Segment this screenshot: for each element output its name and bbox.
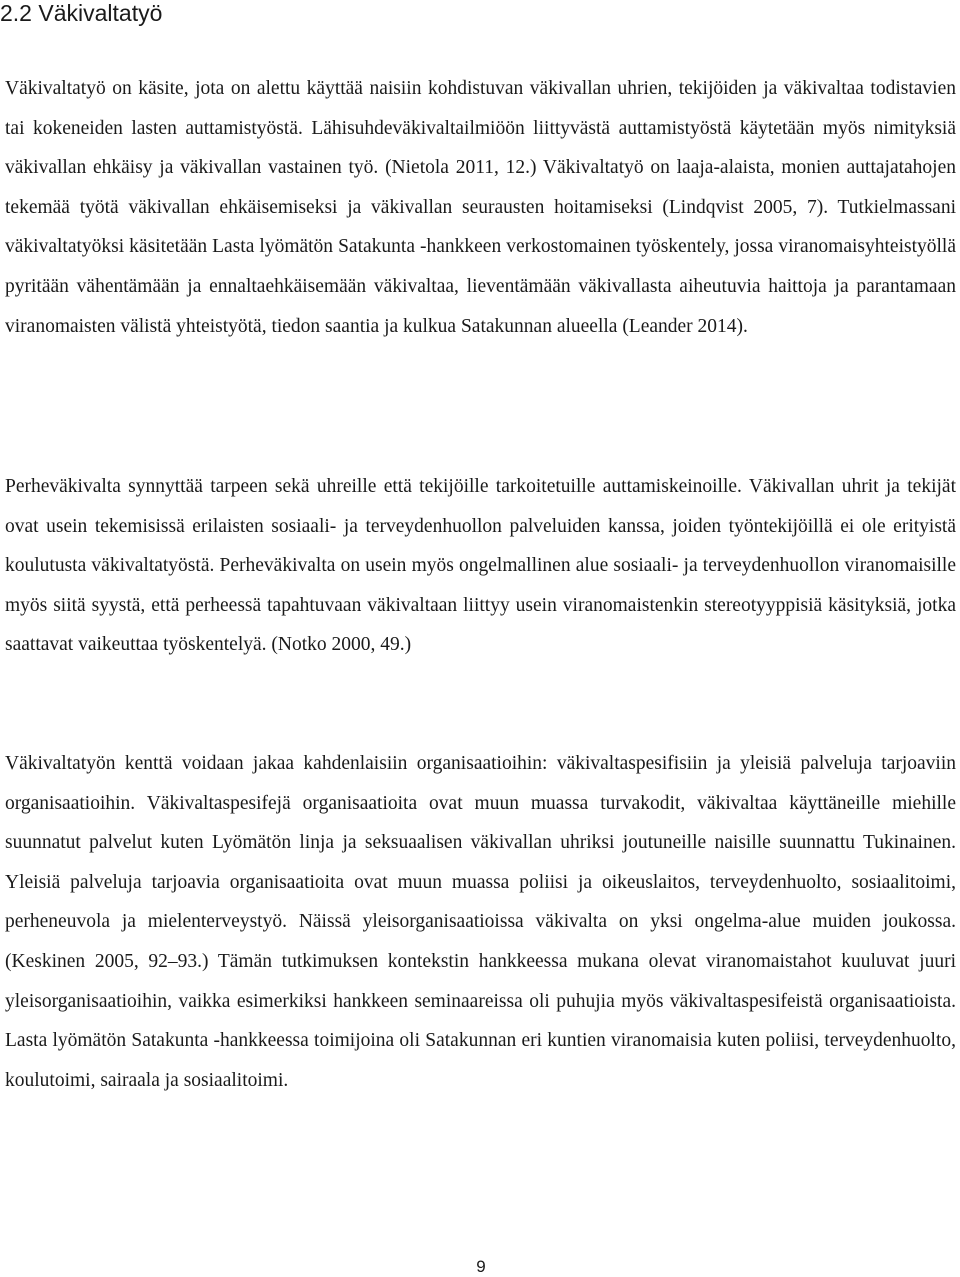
paragraph-2: Perheväkivalta synnyttää tarpeen sekä uhreille että tekijöille tarkoitetuille auttamiskeinoille. Väkivallan uhrit ja tekijät ovat usein tekemisissä erilaisten sosiaali- ja terveydenhuollon palveluiden kanssa, joiden työntekijöillä ei ole erityistä koulutusta väkivaltatyöstä. Perheväkivalta on usein myös ongelmallinen alue sosiaali- ja terveydenhuollon viranomaisille myös siitä syystä, että perheessä tapahtuvaan väkivaltaan liittyy usein viranomaistenkin stereotyyppisiä käsityksiä, jotka saattavat vaikeuttaa työskentelyä. (Notko 2000, 49.)	[5, 476, 956, 656]
paragraph-1: Väkivaltatyö on käsite, jota on alettu käyttää naisiin kohdistuvan väkivallan uhrien, tekijöiden ja väkivaltaa todistavien tai kokeneiden lasten auttamistyöstä. Lähisuhdeväkivaltailmiöön liittyvästä auttamistyöstä käytetään myös nimityksiä väkivallan ehkäisy ja väkivallan vastainen työ. (Nietola 2011, 12.) Väkivaltatyö on laaja-alaista, monien auttajatahojen tekemää työtä väkivallan ehkäisemiseksi ja väkivallan seurausten hoitamiseksi (Lindqvist 2005, 7). Tutkielmassani väkivaltatyöksi käsitetään Lasta lyömätön Satakunta -hankkeen verkostomainen työskentely, jossa viranomaisyhteistyöllä pyritään vähentämään ja ennaltaehkäisemään väkivaltaa, lieventämään väkivallasta aiheutuvia haittoja ja parantamaan viranomaisten välistä yhteistyötä, tiedon saantia ja kulkua Satakunnan alueella (Leander 2014).	[5, 78, 956, 337]
paragraph-3: Väkivaltatyön kenttä voidaan jakaa kahdenlaisiin organisaatioihin: väkivaltaspesifisiin ja yleisiä palveluja tarjoaviin organisaatioihin. Väkivaltaspesifejä organisaatioita ovat muun muassa turvakodit, väkivaltaa käyttäneille miehille suunnatut palvelut kuten Lyömätön linja ja seksuaalisen väkivallan uhriksi joutuneille naisille suunnattu Tukinainen. Yleisiä palveluja tarjoavia organisaatioita ovat muun muassa poliisi ja oikeuslaitos, terveydenhuolto, sosiaalitoimi, perheneuvola ja mielenterveystyö. Näissä yleisorganisaatioissa väkivalta on yksi ongelma-alue muiden joukossa. (Keskinen 2005, 92–93.) Tämän tutkimuksen kontekstin hankkeessa mukana olevat viranomaistahot kuuluvat juuri yleisorganisaatioihin, vaikka esimerkiksi hankkeen seminaareissa oli puhujia myös väkivaltaspesifeistä organisaatioista. Lasta lyömätön Satakunta -hankkeessa toimijoina oli Satakunnan eri kuntien viranomaisia kuten poliisi, terveydenhuolto, koulutoimi, sairaala ja sosiaalitoimi.	[5, 753, 956, 1091]
section-heading: 2.2 Väkivaltatyö	[0, 0, 163, 26]
page-number: 9	[476, 1257, 486, 1276]
